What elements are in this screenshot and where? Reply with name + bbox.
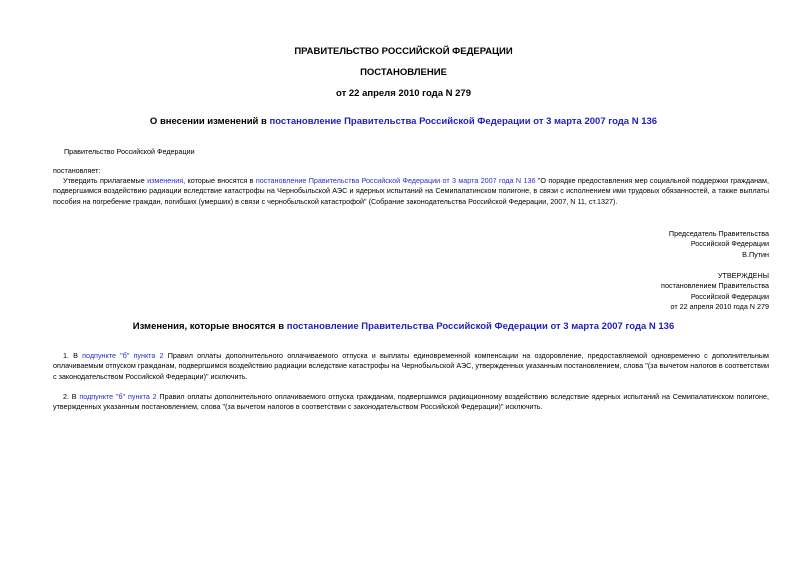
approved-by: постановлением Правительства	[661, 281, 769, 291]
approve-text-1: Утвердить прилагаемые	[63, 176, 148, 185]
document-title-prefix: О внесении изменений в	[149, 116, 270, 127]
signature-country: Российской Федерации	[690, 239, 769, 249]
approved-country: Российской Федерации	[690, 291, 769, 301]
approved-label: УТВЕРЖДЕНЫ	[717, 271, 769, 280]
item2-subclause-link[interactable]: подпункте "б" пункта 2	[79, 392, 157, 401]
item1-text-2: Правил оплаты дополнительного оплачиваемого отпуска и выплаты единовременной компенсации на оздоровление, предоставляемой одновременно с дополнительным оплачиваемым отпуском гражданам, подвергшимся воздействию радиации вследствие катастрофы на Чернобыльской АЭС, утвержденных указанным постановлением, слова "(за вычетом налогов в соответствии с законодательством Российской Федерации)" исключить.	[53, 351, 769, 381]
document-type-heading: ПОСТАНОВЛЕНИЕ	[360, 67, 447, 78]
document-date-heading: от 22 апреля 2010 года N 279	[336, 88, 471, 99]
approve-paragraph	[53, 176, 769, 207]
change-item-1	[53, 351, 769, 382]
issuer-text: Правительство Российской Федерации	[64, 147, 195, 156]
changes-title-prefix: Изменения, которые вносятся в	[132, 321, 287, 332]
changes-title	[0, 321, 807, 332]
decides-text: постановляет:	[53, 166, 101, 175]
approve-text-3: "О порядке предоставления мер социальной поддержки гражданам, подвергшимся воздействию радиации вследствие катастрофы на Чернобыльской АЭС и ядерных испытаний на Семипалатинском полигоне, в связи с исполнением ими трудовых обязанностей, а также выплаты пособия на погребение граждан, погибших (умерших) в связи с чернобыльской катастрофой" (Собрание законодательства Российской Федерации, 2007, N 11, ст.1327).	[53, 176, 769, 206]
item2-text-1: 2. В	[63, 392, 80, 401]
item2-text-2: Правил оплаты дополнительного оплачиваемого отпуска гражданам, подвергшимся радиационному воздействию вследствие ядерных испытаний на Семипалатинском полигоне, утвержденных указанным постановлением, слова "(за вычетом налогов в соответствии с законодательством Российской Федерации)" исключить.	[53, 392, 769, 412]
approved-date: от 22 апреля 2010 года N 279	[670, 301, 769, 311]
item1-subclause-link[interactable]: подпункте "б" пункта 2	[82, 351, 164, 360]
item1-text-1: 1. В	[63, 351, 83, 360]
document-title	[0, 116, 807, 127]
approved-block	[661, 271, 769, 312]
decree-136-link[interactable]: постановление Правительства Российской Федерации от 3 марта 2007 года N 136	[255, 176, 536, 185]
document-title-link[interactable]: постановление Правительства Российской Федерации от 3 марта 2007 года N 136	[269, 116, 658, 127]
approve-text-2: , которые вносятся в	[183, 176, 256, 185]
signature-position: Председатель Правительства	[668, 229, 769, 238]
signature-name: В.Путин	[742, 249, 769, 259]
government-heading: ПРАВИТЕЛЬСТВО РОССИЙСКОЙ ФЕДЕРАЦИИ	[294, 46, 513, 57]
signature-block	[669, 229, 769, 260]
changes-link[interactable]: изменения	[147, 176, 184, 185]
changes-title-link[interactable]: постановление Правительства Российской Федерации от 3 марта 2007 года N 136	[286, 321, 675, 332]
change-item-2	[53, 392, 769, 413]
